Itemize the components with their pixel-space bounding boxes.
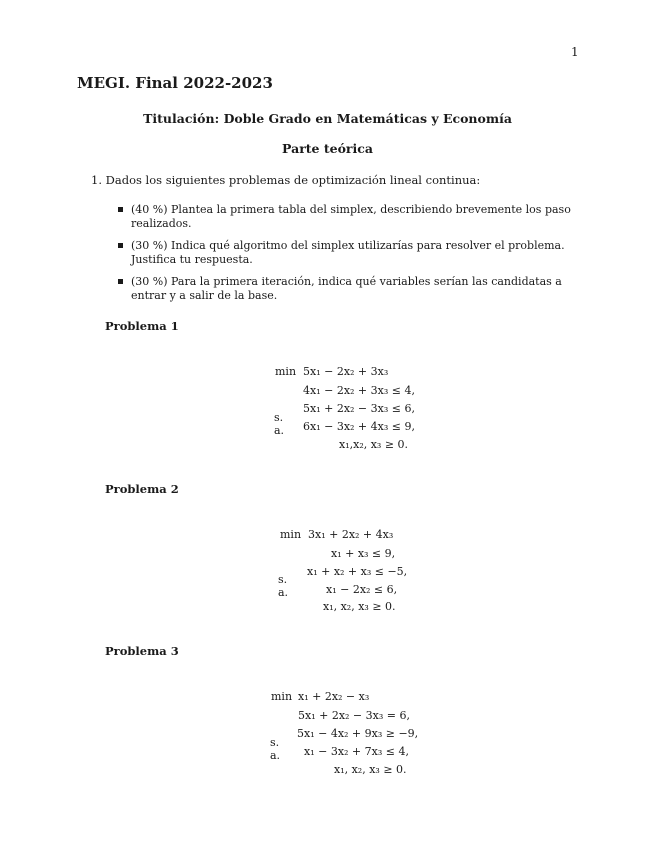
problem-1-heading: Problema 1 <box>105 319 179 333</box>
constraint: 5x₁ + 2x₂ − 3x₃ = 6, <box>298 709 410 722</box>
subject-to-label: s. a. <box>278 573 289 599</box>
document-title: MEGI. Final 2022-2023 <box>77 74 273 92</box>
question-statement: 1. Dados los siguientes problemas de optimización lineal continua: <box>91 173 481 187</box>
page-number: 1 <box>571 45 579 59</box>
section-title: Parte teórica <box>282 141 373 156</box>
nonnegativity-constraint: x₁, x₂, x₃ ≥ 0. <box>334 763 407 776</box>
constraint: 5x₁ + 2x₂ − 3x₃ ≤ 6, <box>303 402 415 415</box>
constraint: x₁ + x₂ + x₃ ≤ −5, <box>307 565 408 578</box>
constraint: x₁ + x₃ ≤ 9, <box>331 547 396 560</box>
task-item <box>118 239 586 267</box>
subject-to-label: s. a. <box>270 736 281 762</box>
constraint: 4x₁ − 2x₂ + 3x₃ ≤ 4, <box>303 384 415 397</box>
task-text: (40 %) Plantea la primera tabla del simplex, describiendo brevemente los paso realizados. <box>131 203 571 230</box>
degree-subtitle: Titulación: Doble Grado en Matemáticas y Economía <box>143 111 512 126</box>
constraint: 5x₁ − 4x₂ + 9x₃ ≥ −9, <box>297 727 419 740</box>
task-item <box>118 275 586 303</box>
constraint: x₁ − 2x₂ ≤ 6, <box>326 583 398 596</box>
bullet-icon <box>118 207 123 212</box>
problem-3-heading: Problema 3 <box>105 644 179 658</box>
constraint: x₁ − 3x₂ + 7x₃ ≤ 4, <box>304 745 409 758</box>
task-text: (30 %) Para la primera iteración, indica qué variables serían las candidatas a entrar y a salir de la base. <box>131 275 562 302</box>
task-text: (30 %) Indica qué algoritmo del simplex utilizarías para resolver el problema. Justifica tu respuesta. <box>131 239 565 266</box>
constraint: 6x₁ − 3x₂ + 4x₃ ≤ 9, <box>303 420 415 433</box>
objective-function: 3x₁ + 2x₂ + 4x₃ <box>308 528 394 541</box>
objective-function: x₁ + 2x₂ − x₃ <box>298 690 370 703</box>
subject-to-label: s. a. <box>274 411 285 437</box>
min-label: min <box>280 528 302 541</box>
bullet-icon <box>118 279 123 284</box>
task-item <box>118 203 586 231</box>
problem-2-heading: Problema 2 <box>105 482 179 496</box>
min-label: min <box>275 365 297 378</box>
objective-function: 5x₁ − 2x₂ + 3x₃ <box>303 365 389 378</box>
bullet-icon <box>118 243 123 248</box>
task-list <box>118 203 586 311</box>
nonnegativity-constraint: x₁,x₂, x₃ ≥ 0. <box>339 438 409 451</box>
min-label: min <box>271 690 293 703</box>
nonnegativity-constraint: x₁, x₂, x₃ ≥ 0. <box>323 600 396 613</box>
